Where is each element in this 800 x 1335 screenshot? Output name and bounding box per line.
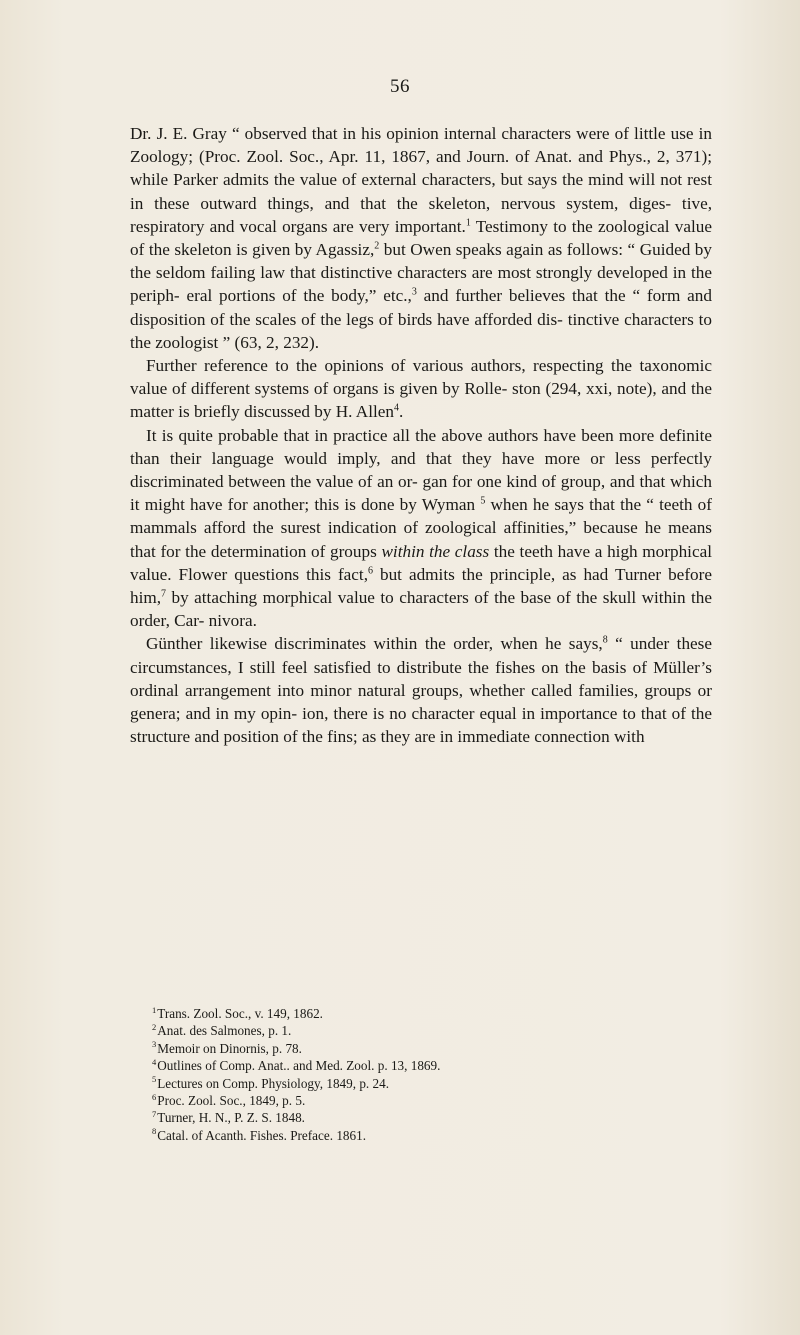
footnote-2-text: Anat. des Salmones, p. 1. [157, 1023, 292, 1039]
footnote-reference: 8 [602, 634, 608, 646]
footnote-reference: 7 [161, 588, 167, 600]
footnote-reference: 5 [480, 495, 486, 507]
footnote-8-number: 8 [152, 1126, 157, 1137]
footnote-1-number: 1 [152, 1004, 157, 1015]
footnote-1 [152, 1005, 712, 1022]
italic-text: within the class [381, 541, 490, 561]
footnote-2 [152, 1022, 712, 1039]
footnote-reference: 3 [411, 286, 417, 298]
footnote-4 [152, 1057, 712, 1074]
footnote-reference: 1 [465, 217, 471, 229]
footnote-6-number: 6 [152, 1091, 157, 1102]
footnote-8 [152, 1127, 712, 1144]
footnote-4-text: Outlines of Comp. Anat.. and Med. Zool. p. 13, 1869. [157, 1058, 441, 1074]
footnote-7 [152, 1109, 712, 1126]
footnote-3 [152, 1040, 712, 1057]
footnotes [152, 1005, 712, 1144]
paragraph-1: Dr. J. E. Gray “ observed that in his opinion internal characters were of little use in Zoology; (Proc. Zool. Soc., Apr. 11, 1867, and Journ. of Anat. and Phys., 2, 371); while Parker admits the value of external characters, but says the mind will not rest in these outward things, and that the skeleton, nervous system, diges- tive, respiratory and vocal organs are very important.$^1$ Testimony to the zoological value of the skeleton is given by Agassiz,$^2$ but Owen speaks again as follows: “ Guided by the seldom failing law that distinctive characters are most strongly developed in the periph- eral portions of the body,” etc.,$^3$ and further believes that the “ form and disposition of the scales of the legs of birds have afforded dis- tinctive characters to the zoologist ” (63, 2, 232). [130, 124, 712, 352]
footnote-reference: 2 [374, 240, 380, 252]
footnote-reference: 6 [368, 565, 373, 577]
footnote-6-text: Proc. Zool. Soc., 1849, p. 5. [157, 1093, 306, 1109]
page-number: 56 [390, 76, 410, 97]
paragraph-4: Günther likewise discriminates within the order, when he says,$^8$ “ under these circumstances, I still feel satisfied to distribute the fishes on the basis of Müller’s ordinal arrangement into minor natural groups, whether called families, groups or genera; and in my opin- ion, there is no character equal in importance to that of the structure and position of the fins; as they are in immediate connection with [130, 634, 713, 747]
footnote-2-number: 2 [152, 1022, 157, 1033]
footnote-5 [152, 1075, 712, 1092]
footnote-7-text: Turner, H. N., P. Z. S. 1848. [157, 1110, 305, 1126]
footnote-4-number: 4 [152, 1056, 157, 1067]
paragraph-3: It is quite probable that in practice all the above authors have been more definite than their language would imply, and that they have more or less perfectly discriminated between the value of an or- gan for one kind of group, and that which it might have for another; this is done by Wyman $^5$ when he says that the “ teeth of mammals afford the surest indication of zoological affinities,” because he means that for the determination of groups within the class the teeth have a high morphical value. Flower questions this fact,$^6$ but admits the principle, as had Turner before him,$^7$ by attaching morphical value to characters of the base of the skull within the order, Car- nivora. [130, 425, 712, 631]
paragraph-2: Further reference to the opinions of various authors, respecting the taxonomic value of different systems of organs is given by Rolle- ston (294, xxi, note), and the matter is briefly discussed by H. Allen$^4$. [130, 356, 712, 422]
footnote-7-number: 7 [152, 1109, 157, 1120]
body-text [130, 122, 712, 748]
footnote-3-text: Memoir on Dinornis, p. 78. [157, 1040, 302, 1056]
footnote-6 [152, 1092, 712, 1109]
footnote-1-text: Trans. Zool. Soc., v. 149, 1862. [157, 1006, 323, 1021]
footnote-8-text: Catal. of Acanth. Fishes. Preface. 1861. [157, 1127, 367, 1143]
footnote-5-number: 5 [152, 1074, 157, 1085]
footnote-5-text: Lectures on Comp. Physiology, 1849, p. 24. [157, 1075, 389, 1091]
footnote-3-number: 3 [152, 1039, 157, 1050]
footnote-reference: 4 [393, 402, 399, 414]
